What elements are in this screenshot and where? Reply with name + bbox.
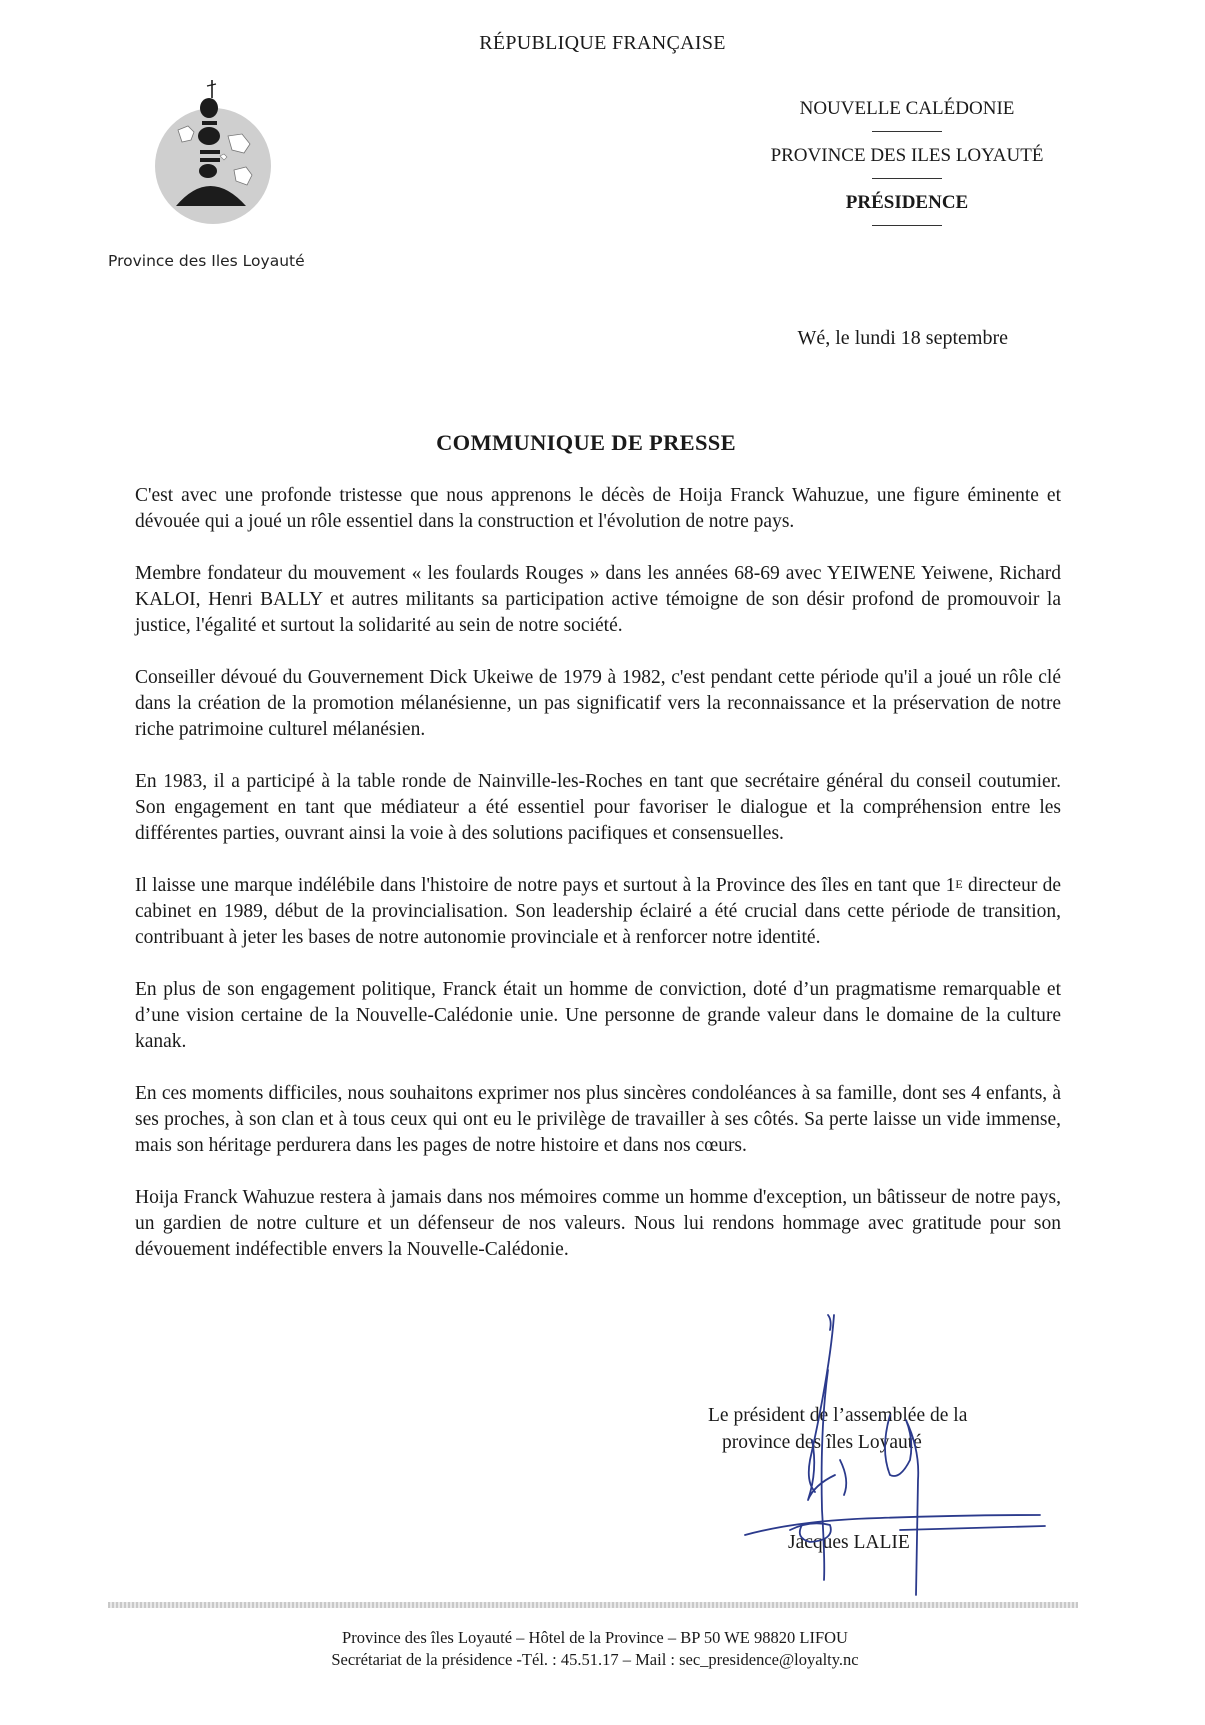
paragraph-part: Il laisse une marque indélébile dans l'histoire de notre pays et surtout à la Province des îles en tant que 1 [135, 875, 956, 896]
paragraph [135, 873, 1061, 951]
paragraph: Conseiller dévoué du Gouvernement Dick Ukeiwe de 1979 à 1982, c'est pendant cette période qu'il a joué un rôle clé dans la création de la promotion mélanésienne, un pas significatif vers la reconnaissance et la préservation de notre riche patrimoine culturel mélanésien. [135, 667, 1061, 740]
admin-line-caledonie: NOUVELLE CALÉDONIE [799, 98, 1015, 119]
signatory-title [708, 1402, 967, 1456]
footer-contact: Secrétariat de la présidence -Tél. : 45.51.17 – Mail : sec_presidence@loyalty.nc [331, 1650, 859, 1669]
paragraph: Hoija Franck Wahuzue restera à jamais dans nos mémoires comme un homme d'exception, un bâtisseur de notre pays, un gardien de notre culture et un défenseur de nos valeurs. Nous lui rendons hommage avec gratitude pour son dévouement indéfectible envers la Nouvelle-Calédonie. [135, 1187, 1061, 1260]
republic-heading: RÉPUBLIQUE FRANÇAISE [479, 32, 726, 54]
admin-divider [872, 178, 942, 179]
footer-address: Province des îles Loyauté – Hôtel de la Province – BP 50 WE 98820 LIFOU [342, 1628, 848, 1647]
admin-line-presidence: PRÉSIDENCE [845, 192, 969, 213]
signatory-name: Jacques LALIE [788, 1532, 910, 1553]
footer-divider [108, 1602, 1078, 1608]
paragraph: Membre fondateur du mouvement « les foulards Rouges » dans les années 68-69 avec YEIWENE Yeiwene, Richard KALOI, Henri BALLY et autres militants sa participation active témoigne de son désir profond de promouvoir la justice, l'égalité et surtout la solidarité au sein de notre société. [135, 563, 1061, 636]
signatory-line: province des îles Loyauté [722, 1432, 922, 1453]
paragraph: En ces moments difficiles, nous souhaitons exprimer nos plus sincères condoléances à sa famille, dont ses 4 enfants, à ses proches, à son clan et à tous ceux qui ont eu le privilège de travailler à ses côtés. Sa perte laisse un vide immense, mais son héritage perdurera dans les pages de notre histoire et dans nos cœurs. [135, 1083, 1061, 1156]
logo-caption: Province des Iles Loyauté [108, 252, 305, 270]
administration-block [742, 96, 1072, 237]
admin-line-province: PROVINCE DES ILES LOYAUTÉ [770, 145, 1044, 166]
province-logo-icon [150, 78, 280, 238]
admin-divider [872, 131, 942, 132]
paragraph: C'est avec une profonde tristesse que nous apprenons le décès de Hoija Franck Wahuzue, une figure éminente et dévouée qui a joué un rôle essentiel dans la construction et l'évolution de notre pays. [135, 485, 1061, 532]
paragraph: En plus de son engagement politique, Franck était un homme de conviction, doté d’un pragmatisme remarquable et d’une vision certaine de la Nouvelle-Calédonie unie. Une personne de grande valeur dans le domaine de la culture kanak. [135, 979, 1061, 1052]
signatory-line: Le président de l’assemblée de la [708, 1405, 968, 1426]
ordinal-superscript: E [955, 877, 963, 891]
admin-divider [872, 225, 942, 226]
paragraph-part: directeur de cabinet en 1989, début de la provincialisation. Son leadership éclairé a été crucial dans cette période de transition, contribuant à jeter les bases de notre autonomie provinciale et à renforcer notre identité. [135, 875, 1061, 948]
paragraph: En 1983, il a participé à la table ronde de Nainville-les-Roches en tant que secrétaire général du conseil coutumier. Son engagement en tant que médiateur a été essentiel pour favoriser le dialogue et la compréhension entre les différentes parties, ouvrant ainsi la voie à des solutions pacifiques et consensuelles. [135, 771, 1061, 844]
footer [0, 1627, 1190, 1671]
document-title: COMMUNIQUE DE PRESSE [436, 430, 736, 455]
press-release-body [135, 483, 1061, 1263]
document-date: Wé, le lundi 18 septembre [797, 327, 1008, 349]
